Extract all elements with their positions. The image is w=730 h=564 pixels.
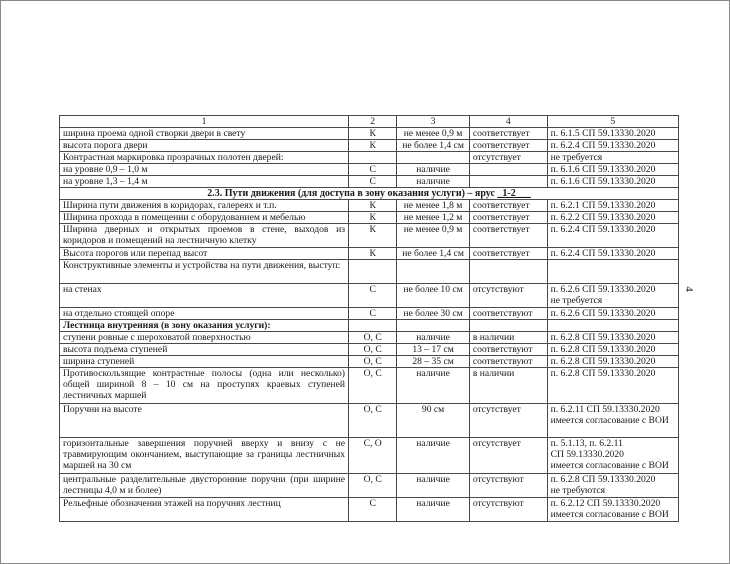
section-title	[60, 188, 679, 200]
reference-cell	[547, 224, 678, 248]
reference-line: п. 6.2.4 СП 59.13330.2020	[550, 248, 656, 259]
reference-cell	[547, 344, 678, 356]
norm-cell: наличие	[397, 438, 470, 474]
header-cell: 4	[469, 116, 547, 128]
table-row	[60, 152, 679, 164]
table-row	[60, 284, 679, 308]
reference-line: п. 6.2.8 СП 59.13330.2020	[550, 356, 656, 367]
reference-line: п. 5.1.13, п. 6.2.11	[550, 438, 623, 449]
category-cell: С	[349, 308, 397, 320]
criterion-cell: высота подъема ступеней	[60, 344, 349, 356]
reference-line: п. 6.2.4 СП 59.13330.2020	[550, 224, 656, 235]
reference-line: не требуется	[550, 152, 603, 163]
reference-cell	[547, 164, 678, 176]
criterion-cell: ширина проема одной створки двери в свету	[60, 128, 349, 140]
status-cell	[469, 176, 547, 188]
reference-cell	[547, 356, 678, 368]
norm-cell: 90 см	[397, 404, 470, 438]
norm-cell: не более 1,4 см	[397, 140, 470, 152]
norm-cell: наличие	[397, 498, 470, 522]
reference-line: п. 6.2.12 СП 59.13330.2020	[550, 498, 661, 509]
category-cell: К	[349, 248, 397, 260]
table-row	[60, 140, 679, 152]
status-cell: соответствует	[469, 128, 547, 140]
table-row	[60, 128, 679, 140]
table-row	[60, 344, 679, 356]
reference-cell	[547, 260, 678, 284]
norm-cell	[397, 152, 470, 164]
reference-line: имеется согласование с ВОИ	[550, 509, 669, 520]
table-row	[60, 200, 679, 212]
reference-line: п. 6.1.6 СП 59.13330.2020	[550, 176, 656, 187]
reference-line: п. 6.1.6 СП 59.13330.2020	[550, 164, 656, 175]
norm-cell: наличие	[397, 474, 470, 498]
criterion-cell: горизонтальные завершения поручней вверху и внизу с не травмирующим окончанием, выступающие за границы лестничных маршей на 30 см	[60, 438, 349, 474]
table-row	[60, 164, 679, 176]
status-cell	[469, 164, 547, 176]
norm-cell: наличие	[397, 164, 470, 176]
norm-cell: не менее 1,8 м	[397, 200, 470, 212]
criterion-cell: ступени ровные с шероховатой поверхностью	[60, 332, 349, 344]
reference-line: не требуются	[550, 485, 606, 496]
table-row	[60, 438, 679, 474]
table-row	[60, 474, 679, 498]
category-cell: С	[349, 176, 397, 188]
norm-cell: не менее 0,9 м	[397, 224, 470, 248]
criterion-cell: на стенах	[60, 284, 349, 308]
category-cell: К	[349, 128, 397, 140]
reference-cell	[547, 284, 678, 308]
category-cell: К	[349, 224, 397, 248]
category-cell: К	[349, 212, 397, 224]
criterion-cell: Конструктивные элементы и устройства на пути движения, выступ:	[60, 260, 349, 284]
status-cell: отсутствует	[469, 438, 547, 474]
norm-cell: не менее 1,2 м	[397, 212, 470, 224]
status-cell: соответствует	[469, 248, 547, 260]
norm-cell: не более 30 см	[397, 308, 470, 320]
subsection-row	[60, 320, 679, 332]
criterion-cell: Рельефные обозначения этажей на поручнях лестниц	[60, 498, 349, 522]
criterion-cell: Ширина пути движения в коридорах, галереях и т.п.	[60, 200, 349, 212]
category-cell: О, С	[349, 474, 397, 498]
table-row	[60, 368, 679, 404]
empty-cell	[469, 320, 547, 332]
reference-cell	[547, 498, 678, 522]
category-cell: О, С	[349, 404, 397, 438]
norm-cell: не менее 0,9 м	[397, 128, 470, 140]
criterion-cell: Контрастная маркировка прозрачных полотен дверей:	[60, 152, 349, 164]
table-row	[60, 224, 679, 248]
category-cell: О, С	[349, 356, 397, 368]
reference-cell	[547, 200, 678, 212]
reference-line: п. 6.2.6 СП 59.13330.2020	[550, 284, 656, 295]
category-cell: О, С	[349, 368, 397, 404]
reference-cell	[547, 212, 678, 224]
table-row	[60, 176, 679, 188]
accessibility-table	[59, 115, 679, 522]
category-cell: С, О	[349, 438, 397, 474]
page-number: 4	[682, 286, 695, 292]
norm-cell: 13 – 17 см	[397, 344, 470, 356]
section-row	[60, 188, 679, 200]
reference-line: п. 6.2.1 СП 59.13330.2020	[550, 200, 656, 211]
norm-cell: не более 10 см	[397, 284, 470, 308]
reference-line: п. 6.2.6 СП 59.13330.2020	[550, 308, 656, 319]
criterion-cell: Ширина дверных и открытых проемов в стене, выходов из коридоров и помещений на лестничную клетку	[60, 224, 349, 248]
status-cell: отсутствует	[469, 152, 547, 164]
status-cell: соответствуют	[469, 356, 547, 368]
reference-cell	[547, 368, 678, 404]
criterion-cell: высота порога двери	[60, 140, 349, 152]
status-cell: соответствуют	[469, 344, 547, 356]
norm-cell: наличие	[397, 368, 470, 404]
criterion-cell: Противоскользящие контрастные полосы (одна или несколько) общей шириной 8 – 10 см на проступях краевых ступеней лестничных маршей	[60, 368, 349, 404]
table-row	[60, 212, 679, 224]
status-cell: отсутствуют	[469, 284, 547, 308]
category-cell: С	[349, 498, 397, 522]
reference-line: п. 6.2.8 СП 59.13330.2020	[550, 344, 656, 355]
header-cell: 5	[547, 116, 678, 128]
reference-cell	[547, 404, 678, 438]
status-cell: в наличии	[469, 332, 547, 344]
status-cell: отсутствуют	[469, 474, 547, 498]
header-row	[60, 116, 679, 128]
category-cell: С	[349, 284, 397, 308]
header-cell: 2	[349, 116, 397, 128]
status-cell: в наличии	[469, 368, 547, 404]
category-cell: О, С	[349, 344, 397, 356]
empty-cell	[349, 320, 397, 332]
reference-line: п. 6.2.8 СП 59.13330.2020	[550, 368, 656, 379]
status-cell: соответствует	[469, 212, 547, 224]
table-row	[60, 498, 679, 522]
category-cell: К	[349, 200, 397, 212]
reference-cell	[547, 128, 678, 140]
status-cell: соответствует	[469, 200, 547, 212]
subsection-title: Лестница внутренняя (в зону оказания услуги):	[60, 320, 349, 332]
status-cell: соответствуют	[469, 308, 547, 320]
norm-cell: наличие	[397, 332, 470, 344]
table-row	[60, 356, 679, 368]
reference-line: п. 6.2.4 СП 59.13330.2020	[550, 140, 656, 151]
category-cell: О, С	[349, 332, 397, 344]
table-row	[60, 332, 679, 344]
reference-cell	[547, 152, 678, 164]
reference-line: не требуется	[550, 295, 603, 306]
reference-line: имеется согласование с ВОИ	[550, 460, 669, 471]
table-row	[60, 404, 679, 438]
reference-line: п. 6.2.2 СП 59.13330.2020	[550, 212, 656, 223]
reference-line: п. 6.1.5 СП 59.13330.2020	[550, 128, 656, 139]
status-cell: соответствует	[469, 224, 547, 248]
status-cell	[469, 260, 547, 284]
status-cell: отсутствует	[469, 404, 547, 438]
table-row	[60, 248, 679, 260]
section-title-text: 2.3. Пути движения (для доступа в зону оказания услуги) – ярус	[207, 188, 498, 199]
norm-cell: не более 1,4 см	[397, 248, 470, 260]
reference-line: п. 6.2.11 СП 59.13330.2020	[550, 404, 660, 415]
tier-value: _1-2___	[497, 188, 531, 199]
reference-cell	[547, 140, 678, 152]
criterion-cell: Высота порогов или перепад высот	[60, 248, 349, 260]
reference-cell	[547, 438, 678, 474]
header-cell: 1	[60, 116, 349, 128]
norm-cell: 28 – 35 см	[397, 356, 470, 368]
empty-cell	[397, 320, 470, 332]
reference-line: СП 59.13330.2020	[550, 449, 624, 460]
reference-cell	[547, 176, 678, 188]
empty-cell	[547, 320, 678, 332]
reference-cell	[547, 248, 678, 260]
category-cell: С	[349, 164, 397, 176]
status-cell: соответствует	[469, 140, 547, 152]
reference-line: п. 6.2.8 СП 59.13330.2020	[550, 474, 656, 485]
category-cell	[349, 152, 397, 164]
criterion-cell: Поручни на высоте	[60, 404, 349, 438]
status-cell: отсутствуют	[469, 498, 547, 522]
norm-cell: наличие	[397, 176, 470, 188]
criterion-cell: на уровне 0,9 – 1,0 м	[60, 164, 349, 176]
criterion-cell: Ширина прохода в помещении с оборудованием и мебелью	[60, 212, 349, 224]
header-cell: 3	[397, 116, 470, 128]
criterion-cell: на отдельно стоящей опоре	[60, 308, 349, 320]
reference-cell	[547, 332, 678, 344]
norm-cell	[397, 260, 470, 284]
table-row	[60, 308, 679, 320]
category-cell	[349, 260, 397, 284]
criterion-cell: на уровне 1,3 – 1,4 м	[60, 176, 349, 188]
criterion-cell: центральные разделительные двусторонние поручни (при ширине лестницы 4,0 м и более)	[60, 474, 349, 498]
reference-cell	[547, 308, 678, 320]
category-cell: К	[349, 140, 397, 152]
criterion-cell: ширина ступеней	[60, 356, 349, 368]
reference-cell	[547, 474, 678, 498]
reference-line: имеется согласование с ВОИ	[550, 415, 669, 426]
table-row	[60, 260, 679, 284]
reference-line: п. 6.2.8 СП 59.13330.2020	[550, 332, 656, 343]
